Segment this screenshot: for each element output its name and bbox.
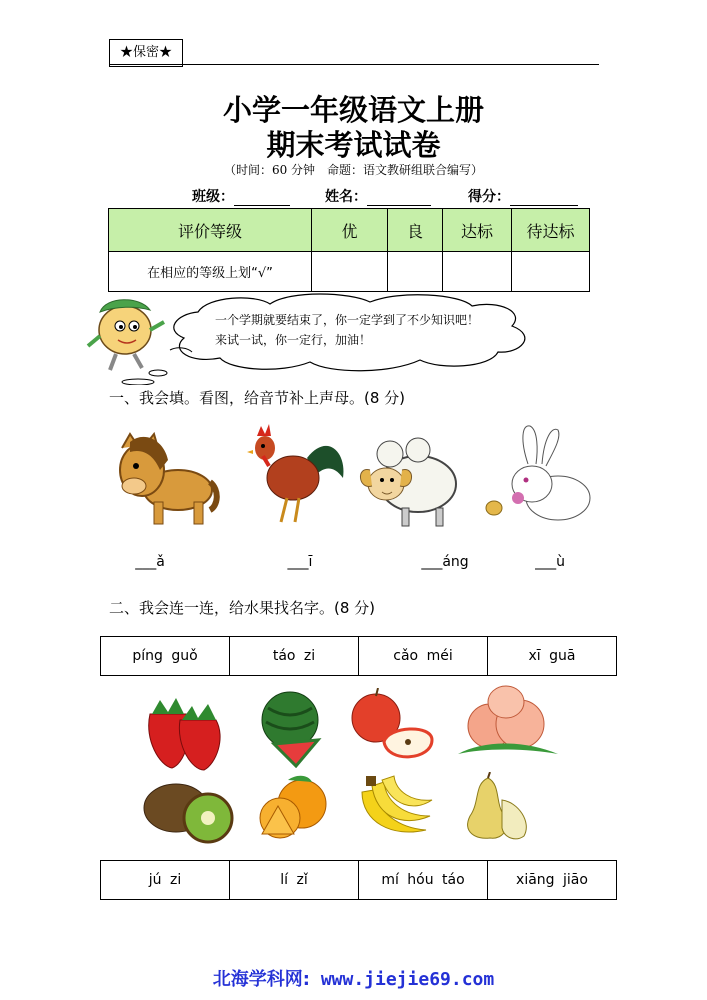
grade-header-good: 良 <box>388 209 443 252</box>
blank-horse[interactable]: ___ǎ <box>135 554 165 570</box>
grade-header-pass: 达标 <box>443 209 512 252</box>
sheep-icon <box>356 432 462 532</box>
class-field <box>192 186 290 206</box>
class-label: 班级： <box>192 189 234 205</box>
exam-title-line2: 期末考试试卷 <box>266 128 441 162</box>
section2-title: 二、我会连一连，给水果找名字。(8 分) <box>109 599 376 617</box>
score-blank[interactable] <box>510 191 578 206</box>
exam-title-line1: 小学一年级语文上册 <box>222 93 484 127</box>
footer <box>0 965 707 991</box>
watermelon-icon <box>252 688 328 768</box>
top-rule <box>109 64 599 65</box>
apple-icon <box>348 688 434 766</box>
grade-header-needs-work: 待达标 <box>512 209 590 252</box>
blank-rooster[interactable]: ___ī <box>287 554 313 570</box>
section1-title: 一、我会填。看图，给音节补上声母。(8 分) <box>109 389 406 407</box>
pinyin-mihoutao[interactable]: mí hóu táo <box>359 861 488 900</box>
name-field <box>325 186 431 206</box>
kiwi-icon <box>142 778 234 844</box>
footer-site-name: 北海学科网: <box>212 969 310 990</box>
grade-cell-pass[interactable] <box>443 252 512 292</box>
cloud-line-1: 一个学期就要结束了，你一定学到了不少知识吧！ <box>215 313 480 327</box>
peach-icon <box>454 684 562 770</box>
pinyin-pingguo[interactable]: píng guǒ <box>101 637 230 676</box>
class-blank[interactable] <box>234 191 290 206</box>
pinyin-xiangjiao[interactable]: xiāng jiāo <box>488 861 617 900</box>
name-blank[interactable] <box>367 191 431 206</box>
pinyin-caomei[interactable]: cǎo méi <box>359 637 488 676</box>
horse-icon <box>110 430 220 530</box>
cloud-message <box>215 310 479 350</box>
grade-cell-good[interactable] <box>388 252 443 292</box>
blank-rabbit[interactable]: ___ù <box>535 554 565 570</box>
confidential-label: ★保密★ <box>109 39 183 67</box>
grade-header-excellent: 优 <box>312 209 388 252</box>
grade-cell-excellent[interactable] <box>312 252 388 292</box>
orange-icon <box>252 774 336 844</box>
pinyin-juzi[interactable]: jú zi <box>101 861 230 900</box>
exam-subtitle: （时间：60 分钟 命题：语文教研组联合编写） <box>223 163 484 177</box>
grade-cell-needs-work[interactable] <box>512 252 590 292</box>
pinyin-lizi[interactable]: lí zǐ <box>230 861 359 900</box>
grade-table <box>108 208 590 292</box>
fruit-names-bottom <box>100 860 617 900</box>
grade-header-level: 评价等级 <box>109 209 312 252</box>
rabbit-icon <box>480 420 596 530</box>
banana-icon <box>352 772 434 842</box>
strawberry-icon <box>140 690 228 772</box>
pinyin-taozi[interactable]: táo zi <box>230 637 359 676</box>
pinyin-xigua[interactable]: xī guā <box>488 637 617 676</box>
score-label: 得分： <box>468 189 510 205</box>
grade-row-label: 在相应的等级上划“√” <box>109 252 312 292</box>
footer-url[interactable]: www.jiejie69.com <box>320 969 495 990</box>
rooster-icon <box>247 422 347 532</box>
score-field <box>468 186 578 206</box>
pear-icon <box>462 772 534 842</box>
fruit-names-top <box>100 636 617 676</box>
cloud-line-2: 来试一试，你一定行，加油！ <box>215 333 372 347</box>
name-label: 姓名： <box>325 189 367 205</box>
blank-sheep[interactable]: ___áng <box>421 554 469 570</box>
